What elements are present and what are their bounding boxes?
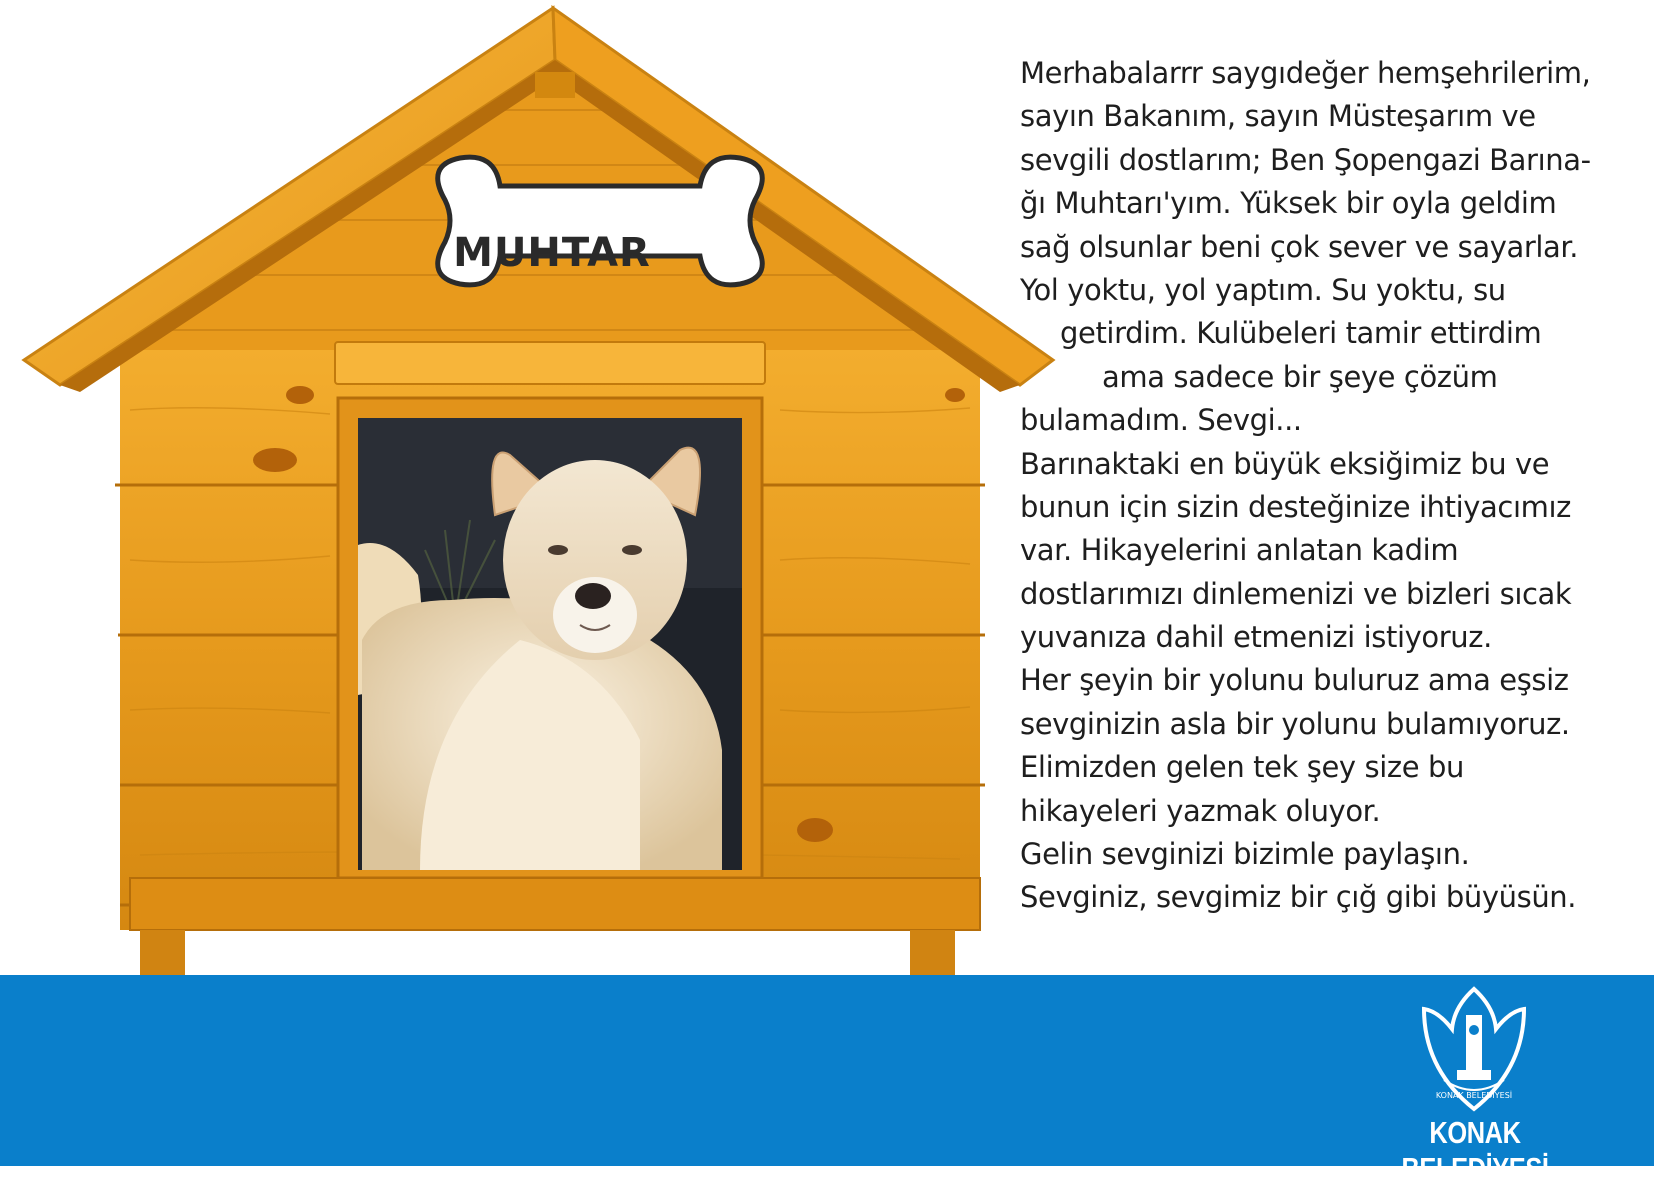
roof-peak-block <box>535 72 575 98</box>
story-line: ğı Muhtarı'yım. Yüksek bir oyla geldim <box>1020 186 1557 221</box>
story-line: sayın Bakanım, sayın Müsteşarım ve <box>1020 99 1536 134</box>
story-line: sevgili dostlarım; Ben Şopengazi Barına- <box>1020 142 1591 177</box>
clock-tower-tulip-icon <box>1419 985 1529 1115</box>
story-line: bulamadım. Sevgi... <box>1020 403 1302 438</box>
story-text <box>1020 52 1650 920</box>
story-line: Elimizden gelen tek şey size bu <box>1020 750 1464 785</box>
leg-right <box>910 930 955 978</box>
story-line: dostlarımızı dinlemenizi ve bizleri sıcak <box>1020 576 1572 611</box>
leg-left <box>140 930 185 978</box>
story-line: yuvanıza dahil etmenizi istiyoruz. <box>1020 620 1492 655</box>
house-base <box>130 878 980 930</box>
story-line: ama sadece bir şeye çözüm <box>1102 359 1498 394</box>
story-line: Barınaktaki en büyük eksiğimiz bu ve <box>1020 446 1550 481</box>
logo-seal-text: KONAK BELEDİYESİ <box>1435 1091 1513 1100</box>
nameplate-label: MUHTAR <box>453 230 651 276</box>
door-header <box>335 342 765 384</box>
story-line: bunun için sizin desteğinize ihtiyacımız <box>1020 489 1571 524</box>
story-line: sağ olsunlar beni çok sever ve sayarlar. <box>1020 229 1579 264</box>
story-line: Yol yoktu, yol yaptım. Su yoktu, su <box>1020 272 1506 307</box>
story-line: var. Hikayelerini anlatan kadim <box>1020 533 1459 568</box>
story-line: Gelin sevginizi bizimle paylaşın. <box>1020 837 1470 872</box>
story-line: hikayeleri yazmak oluyor. <box>1020 793 1381 828</box>
story-line: Merhabalarrr saygıdeğer hemşehrilerim, <box>1020 56 1591 90</box>
story-line: Her şeyin bir yolunu buluruz ama eşsiz <box>1020 663 1569 698</box>
story-line: getirdim. Kulübeleri tamir ettirdim <box>1060 316 1542 351</box>
logo-text: KONAK BELEDİYESİ <box>1401 1115 1549 1186</box>
story-line: Sevginiz, sevgimiz bir çığ gibi büyüsün. <box>1020 880 1577 915</box>
story-line: sevginizin asla bir yolunu bulamıyoruz. <box>1020 706 1570 741</box>
